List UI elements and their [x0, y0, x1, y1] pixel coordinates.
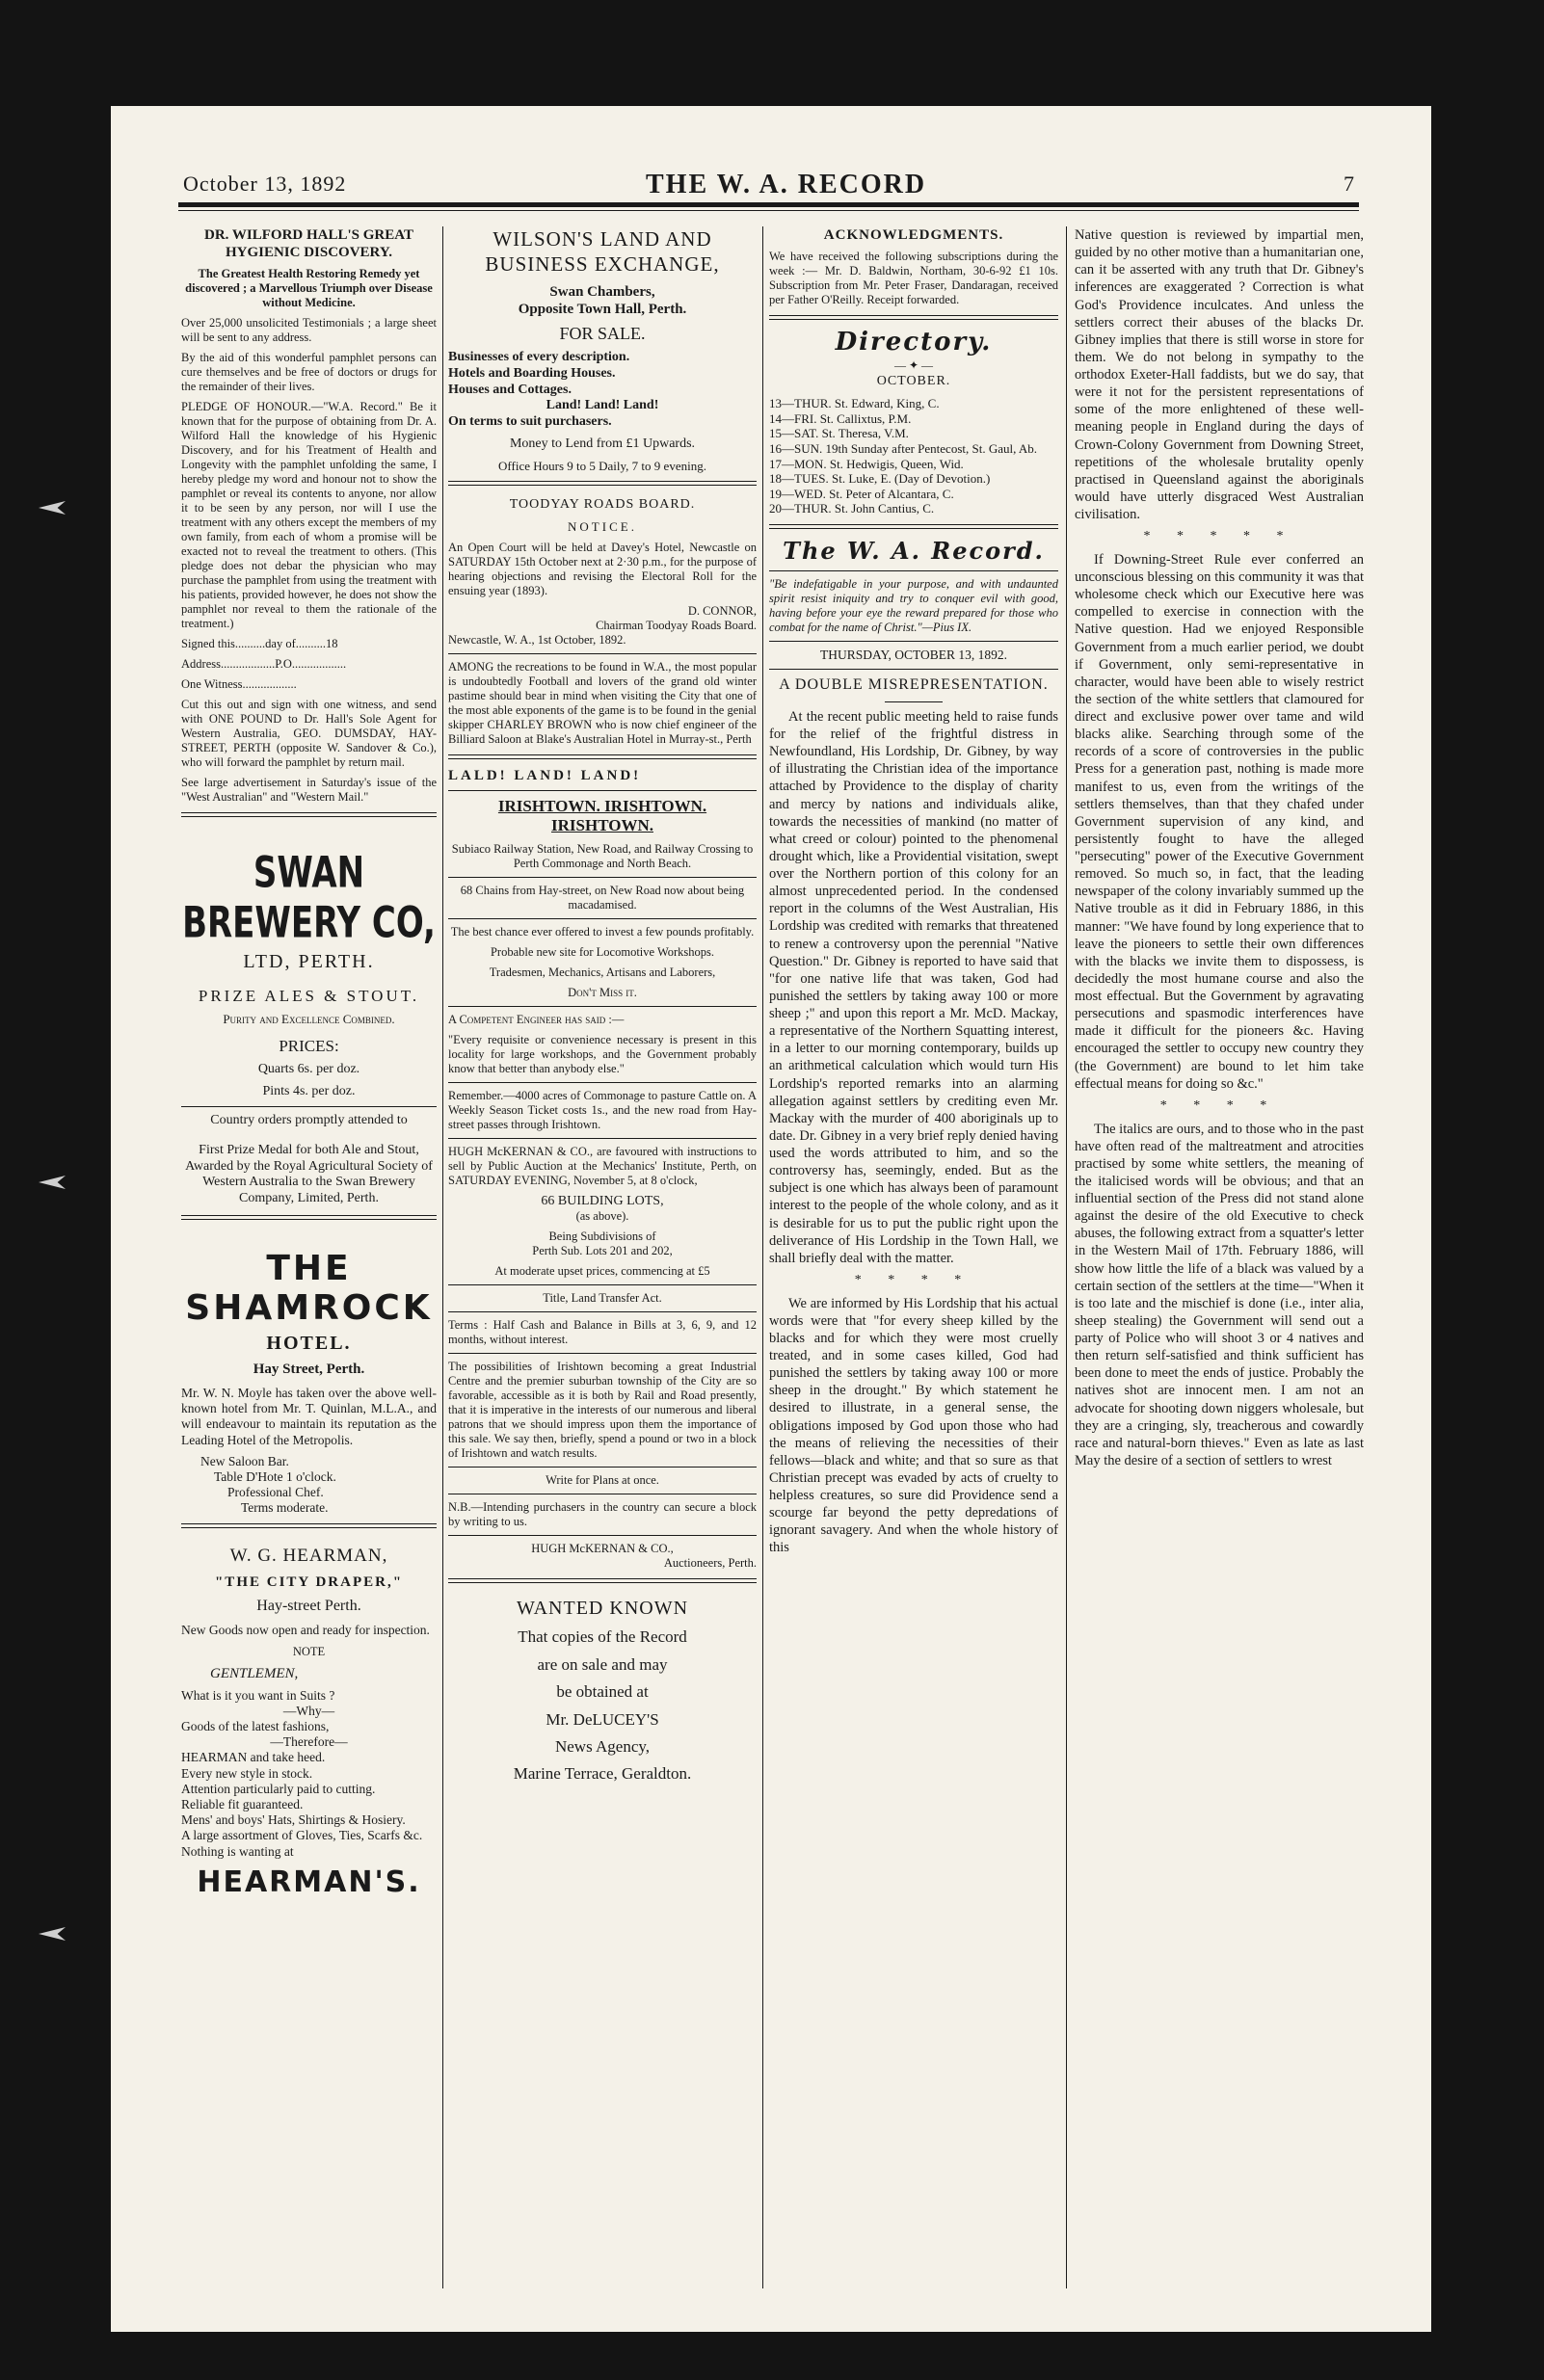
divider — [448, 877, 757, 878]
irishtown-quote: "Every requisite or convenience necessary is present in this locality for large workshops, and the Government probably know that better than anybody else." — [448, 1032, 757, 1075]
mckernan-sub: Being Subdivisions of — [548, 1230, 656, 1244]
stars-separator: * * * * — [1159, 1097, 1279, 1113]
wilson-hours: Office Hours 9 to 5 Daily, 7 to 9 evening. — [498, 458, 706, 473]
stars-separator: * * * * * — [1143, 529, 1295, 544]
mckernan-auctioneers: Auctioneers, Perth. — [663, 1556, 757, 1571]
divider — [448, 1467, 757, 1468]
column-3 — [769, 226, 1058, 2308]
wanted-known-line: That copies of the Record — [518, 1627, 687, 1647]
directory-row: 15—SAT. St. Theresa, V.M. — [769, 426, 909, 441]
divider — [448, 790, 757, 791]
mckernan-possibilities: The possibilities of Irishtown becoming a great Industrial Centre and the premier suburban township of the City are so favorable, accessible as it is both by Rail and Road presently, that it is imperative in the interests of our numerous and liberal patrons that we should impress upon them the importance of this sale. We say then, briefly, spend a pound or two in a block of Irishtown and watch results. — [448, 1360, 757, 1461]
shamrock-line: Professional Chef. — [227, 1485, 324, 1500]
article-paragraph: If Downing-Street Rule ever conferred an unconscious blessing on this community it was that wholesome check which our Executive here was compelled to exercise in connection with the Native question. Had we enjoyed Responsible Government from a much earlier period, we doubt if Government, only semi-representative in character, would have been able to wisely restrict the section of the white settlers that clamoured for direct and exclusive power over tame and wild blacks alike. Searching through some of the records of a score of controversies in the public Press for a generation past, nothing is made more manifest to us, even from the writings of the settlers themselves, than that they chafed under Government supervision of any kind, and persistently fought to have the alleged "persecuting" power of the Executive Government removed. So much so, in fact, that the leading newspaper of the colony invariably summed up the Native trouble as it did in February 1886, in this manner: "We have found by long experience that to leave the pioneers to settle their own differences with the blacks we invite them to dispossess, is decidedly the most humane course and also the most effectual. But the Government by agravating persecutions and spasmodic interferences have made it difficult for the pioneers &c. Having encouraged the settler to occupy new country they (the Government) are bound to let him take effectual means for doing so &c." — [1075, 551, 1364, 1092]
mckernan-sub: Perth Sub. Lots 201 and 202, — [532, 1244, 673, 1258]
toodyay-title: TOODYAY ROADS BOARD. — [509, 497, 696, 513]
article-paragraph: We are informed by His Lordship that his actual words were that "for every sheep killed by the blacks and for which they were most cruelly treated, and in some cases killed, God had punished the settlers by taking away 100 or more sheep in the drought." By which statement he desired to illustrate, in a general sense, the obligations imposed by God upon those who had the means of relieving the necessities of their fellows—black and white; and that so sure as that Christian precept was evaded by acts of cruelty to helpless creatures, so sure did Providence send a scourge far beyond the petty depredations of ignorant savagery. And when the whole history of this — [769, 1295, 1058, 1556]
directory-row: 19—WED. St. Peter of Alcantara, C. — [769, 486, 954, 501]
irishtown-text: Subiaco Railway Station, New Road, and Railway Crossing to Perth Commonage and North Beach. — [451, 841, 754, 870]
divider — [448, 653, 757, 654]
divider — [769, 315, 1058, 320]
ornament: — ✦ — — [893, 358, 934, 372]
hearman-line: —Therefore— — [270, 1734, 348, 1750]
swan-brewery-title: SWAN BREWERY CO, — [182, 848, 436, 948]
hearman-line: A large assortment of Gloves, Ties, Scarfs &c. — [181, 1828, 423, 1843]
divider — [769, 641, 1058, 642]
hearman-gentlemen: GENTLEMEN, — [210, 1665, 299, 1681]
wanted-known-title: WANTED KNOWN — [516, 1598, 689, 1620]
shamrock-title: THE SHAMROCK — [185, 1248, 433, 1328]
wilson-opposite: Opposite Town Hall, Perth. — [518, 301, 687, 317]
swan-prize: PRIZE ALES & STOUT. — [198, 987, 420, 1005]
hall-address: Address..................P.O.................. — [181, 657, 347, 671]
irishtown-heading: IRISHTOWN. IRISHTOWN. — [497, 796, 707, 815]
toodyay-date: Newcastle, W. A., 1st October, 1892. — [448, 632, 626, 647]
irishtown-heading: IRISHTOWN. — [551, 816, 653, 835]
wilson-money: Money to Lend from £1 Upwards. — [509, 436, 696, 452]
shamrock-line: Terms moderate. — [241, 1500, 329, 1516]
column-divider — [1066, 226, 1067, 2288]
irishtown-text: Probable new site for Locomotive Workshops. — [490, 944, 715, 959]
directory-row: 20—THUR. St. John Cantius, C. — [769, 501, 935, 516]
article-title: A DOUBLE MISREPRESENTATION. — [779, 676, 1049, 694]
hall-ad-text: Over 25,000 unsolicited Testimonials ; a large sheet will be sent to any address. — [181, 316, 437, 344]
column-1 — [181, 226, 437, 2308]
divider — [181, 1523, 437, 1528]
hearman-line: —Why— — [282, 1703, 335, 1718]
hall-instructions: Cut this out and sign with one witness, and send with ONE POUND to Dr. Hall's Sole Agent for Western Australia, GEO. DUMSDAY, HAY-STREET, PERTH (opposite W. Sandover & Co.), who will forward the pamphlet by return mail. — [181, 698, 437, 769]
hearman-line: What is it you want in Suits ? — [181, 1687, 335, 1703]
divider — [769, 669, 1058, 670]
divider — [448, 1284, 757, 1285]
hearman-line: Reliable fit guaranteed. — [181, 1796, 304, 1811]
divider — [769, 524, 1058, 529]
mckernan-lots: 66 BUILDING LOTS, — [541, 1193, 664, 1208]
toodyay-signature: D. CONNOR, — [687, 603, 757, 618]
stars-separator: * * * * — [854, 1272, 973, 1287]
among-text: AMONG the recreations to be found in W.A., the most popular is undoubtedly Football and lovers of the grand old winter pastime should bear in mind when visiting the City that one of the most able exponents of the game is to be found in the genial skipper CHARLEY BROWN who is now chief engineer of the Billiard Saloon at Blake's Australian Hotel in Murray-st., Perth — [448, 659, 757, 746]
shamrock-hotel: HOTEL. — [266, 1332, 352, 1354]
column-4 — [1075, 226, 1364, 2308]
issue-date: October 13, 1892 — [183, 172, 347, 196]
acknowledgments-text: We have received the following subscriptions during the week :— Mr. D. Baldwin, Northam, 30-6-92 £1 10s. Subscription from Mr. Peter Fraser, Dandaragan, received per Father O'Reilly. Receipt forwarded. — [769, 250, 1058, 306]
divider — [448, 1535, 757, 1536]
directory-row: 17—MON. St. Hedwigis, Queen, Wid. — [769, 456, 964, 471]
hall-ad-sub: The Greatest Health Restoring Remedy yet discovered ; a Marvellous Triumph over Disease without Medicine. — [185, 267, 433, 309]
directory-row: 14—FRI. St. Callixtus, P.M. — [769, 410, 912, 426]
hearman-line: HEARMAN and take heed. — [181, 1750, 326, 1765]
binding-mark-icon — [39, 501, 66, 515]
article-paragraph: Native question is reviewed by impartial men, guided by no other motive than a humanitarian one, can it be asserted with any truth that Dr. Gibney's inferences are exaggerated ? Correction is what God's Providence inculcates. And unless the settlers correct their abuses of the blacks Dr. Gibney implies that there is still worse in store for them. We do not belong in sympathy to the orthodox Exeter-Hall faddists, but we do say, that were it not for the persistent representations of some of the more enlightened of these well-meaning people in England during the days of Crown-Colony Government from Downing Street, repetitions of the wholesale brutality openly practised in Queensland against the aboriginals would have utterly disgraced West Australian civilisation. — [1075, 227, 1364, 522]
mckernan-above: (as above). — [575, 1209, 629, 1224]
wilson-title: WILSON'S LAND AND BUSINESS EXCHANGE, — [485, 227, 720, 277]
wilson-line: Businesses of every description. — [448, 350, 630, 365]
divider — [181, 1215, 437, 1220]
toodyay-notice: NOTICE. — [568, 519, 637, 535]
wilson-for-sale: FOR SALE. — [559, 323, 646, 343]
hall-ad-title: DR. WILFORD HALL'S GREAT HYGIENIC DISCOVERY. — [204, 227, 413, 260]
binding-mark-icon — [39, 1927, 66, 1941]
hearman-logo-text: HEARMAN'S. — [197, 1864, 421, 1899]
swan-medal: First Prize Medal for both Ale and Stout, Awarded by the Royal Agricultural Society of Western Australia to the Swan Brewery Company, Limited, Perth. — [185, 1142, 433, 1206]
divider — [448, 481, 757, 486]
divider — [448, 1006, 757, 1007]
irishtown-text: Tradesmen, Mechanics, Artisans and Laborers, — [489, 965, 716, 979]
wilson-line: Hotels and Boarding Houses. — [448, 365, 616, 381]
mckernan-signature: HUGH McKERNAN & CO., — [531, 1542, 674, 1556]
divider — [448, 1138, 757, 1139]
directory-row: 13—THUR. St. Edward, King, C. — [769, 396, 940, 411]
mckernan-upset: At moderate upset prices, commencing at £5 — [494, 1264, 710, 1279]
hearman-note: NOTE — [292, 1644, 326, 1658]
land-heading: LALD! LAND! LAND! — [448, 767, 642, 783]
mckernan-title-act: Title, Land Transfer Act. — [543, 1291, 662, 1306]
divider — [181, 1106, 437, 1107]
shamrock-street: Hay Street, Perth. — [253, 1361, 365, 1377]
divider — [769, 570, 1058, 571]
toodyay-text: An Open Court will be held at Davey's Hotel, Newcastle on SATURDAY 15th October next at 2·30 p.m., for the purpose of hearing objections and revising the Electoral Roll for the ensuing year (1893). — [448, 540, 757, 597]
shamrock-line: Table D'Hote 1 o'clock. — [214, 1468, 336, 1484]
directory-row: 18—TUES. St. Luke, E. (Day of Devotion.) — [769, 471, 991, 487]
hearman-street: Hay-street Perth. — [256, 1598, 361, 1615]
directory-month: OCTOBER. — [876, 374, 951, 389]
mckernan-write: Write for Plans at once. — [546, 1473, 659, 1488]
binding-mark-icon — [39, 1176, 66, 1189]
hearman-draper: "THE CITY DRAPER," — [214, 1574, 404, 1591]
hearman-line: Attention particularly paid to cutting. — [181, 1781, 376, 1796]
irishtown-engineer: A Competent Engineer has said :— — [448, 1012, 625, 1026]
hearman-line: Nothing is wanting at — [181, 1843, 294, 1859]
hearman-title: W. G. HEARMAN, — [229, 1546, 388, 1567]
irishtown-text: 68 Chains from Hay-street, on New Road now about being macadamised. — [460, 883, 745, 912]
hall-signed: Signed this..........day of..........18 — [181, 637, 338, 650]
swan-country: Country orders promptly attended to — [210, 1112, 408, 1127]
column-divider — [442, 226, 443, 2288]
shamrock-line: New Saloon Bar. — [200, 1453, 289, 1468]
page-number: 7 — [1344, 172, 1354, 196]
divider — [885, 701, 943, 702]
irishtown-miss: Don't Miss it. — [568, 985, 637, 999]
mckernan-terms: Terms : Half Cash and Balance in Bills at 3, 6, 9, and 12 months, without interest. — [448, 1318, 757, 1347]
article-paragraph: The italics are ours, and to those who in the past have often read of the maltreatment and atrocities practised by some white settlers, the meaning of the italicised words will be obvious; and that an influential section of the Press did not stand alone against the desire of the old Executive to check abuses, the following extract from a squatter's letter in the Western Mail of 17th. February 1886, will show how little the life of a black was valued by a certain section of the settlers at the time—"When it is too late and the mischief is done (i.e., inter alia, sheep stealing) the Government will send out a party of Police who will shoot 3 or 4 natives and then return self-satisfied and think sufficient has been done to meet the ends of justice. Probably the natives shot are innocent men. I am not an advocate for shooting down niggers wholesale, but they are a cringing, sly, treacherous and cowardly race and natural-born thieves." Even as late as last May the desire of a section of settlers to wrest — [1075, 1121, 1364, 1468]
divider — [448, 1578, 757, 1583]
hall-ad-text: By the aid of this wonderful pamphlet persons can cure themselves and be free of doctors or drugs for the remainder of their lives. — [181, 351, 437, 393]
divider — [181, 812, 437, 817]
divider — [448, 918, 757, 919]
hall-pledge: PLEDGE OF HONOUR.—"W.A. Record." Be it known that for the purpose of obtaining from Dr. A. Wilford Hall the knowledge of his Hygienic Discovery, and for his Treatment of Health and Longevity with the pamphlet unfolding the same, I hereby pledge my word and honour not to show the pamphlet or reveal its contents to anyone, nor allow it to be seen by any person, nor will I use the treatment with any others except the members of my own family, from each of whom a promise will be exacted not to reveal the treatment to others. (This pledge does not debar the physician who may purchase the pamphlet from using the treatment with his patients, provided however, he does not show the pamphlet nor reveal to them the rationale of the treatment.) — [181, 400, 437, 630]
newspaper-title: THE W. A. RECORD — [646, 170, 927, 199]
wilson-line: Land! Land! Land! — [546, 398, 659, 413]
irishtown-remember: Remember.—4000 acres of Commonage to pasture Cattle on. A Weekly Season Ticket costs 1s., and the new road from Hay-street passes through Irishtown. — [448, 1088, 757, 1131]
masthead-rule — [178, 202, 1359, 207]
swan-ltd: LTD, PERTH. — [243, 951, 375, 972]
shamrock-text: Mr. W. N. Moyle has taken over the above well-known hotel from Mr. T. Quinlan, M.L.A., and will endeavour to maintain its reputation as the Leading Hotel of the Metropolis. — [181, 1385, 437, 1447]
divider — [448, 1311, 757, 1312]
swan-quarts: Quarts 6s. per doz. — [257, 1062, 360, 1077]
wanted-known-line: News Agency, — [554, 1737, 651, 1756]
record-title: The W. A. Record. — [783, 536, 1045, 565]
record-date: THURSDAY, OCTOBER 13, 1892. — [819, 647, 1008, 662]
divider — [448, 1082, 757, 1083]
wanted-known-line: are on sale and may — [537, 1654, 668, 1674]
wilson-line: On terms to suit purchasers. — [448, 414, 612, 430]
swan-prices: PRICES: — [279, 1036, 339, 1055]
wilson-chambers: Swan Chambers, — [549, 283, 655, 300]
divider — [448, 1353, 757, 1354]
directory-row: 16—SUN. 19th Sunday after Pentecost, St. Gaul, Ab. — [769, 440, 1038, 456]
hearman-line: Every new style in stock. — [181, 1765, 313, 1781]
column-divider — [762, 226, 763, 2288]
hearman-line: Mens' and boys' Hats, Shirtings & Hosiery. — [181, 1812, 406, 1828]
swan-purity: Purity and Excellence Combined. — [223, 1012, 395, 1027]
record-motto: "Be indefatigable in your purpose, and with undaunted spirit resist iniquity and try to conquer evil with good, having before your eye the reward prepared for those who combat for the name of Christ."—Pius IX. — [769, 576, 1058, 634]
toodyay-chairman: Chairman Toodyay Roads Board. — [596, 618, 757, 632]
wanted-known-line: be obtained at — [556, 1682, 649, 1702]
wanted-known-line: Marine Terrace, Geraldton. — [513, 1764, 692, 1784]
hall-see-ad: See large advertisement in Saturday's issue of the "West Australian" and "Western Mail." — [181, 776, 437, 804]
masthead-rule-thin — [178, 210, 1359, 211]
hall-witness: One Witness.................. — [181, 677, 297, 691]
directory-title: Directory. — [835, 328, 993, 357]
hearman-line: Goods of the latest fashions, — [181, 1719, 330, 1733]
divider — [448, 754, 757, 759]
irishtown-text: The best chance ever offered to invest a few pounds profitably. — [450, 924, 755, 939]
wilson-line: Houses and Cottages. — [448, 382, 572, 397]
mckernan-nb: N.B.—Intending purchasers in the country can secure a block by writing to us. — [448, 1500, 757, 1529]
mckernan-text: HUGH McKERNAN & CO., are favoured with instructions to sell by Public Auction at the Mechanics' Institute, Perth, on SATURDAY EVENING, November 5, at 8 o'clock, — [448, 1144, 757, 1187]
column-2 — [448, 226, 757, 2308]
hearman-new: New Goods now open and ready for inspection. — [181, 1623, 430, 1638]
article-paragraph: At the recent public meeting held to raise funds for the relief of the frightful distress in Newfoundland, His Lordship, Dr. Gibney, by way of illustrating the Christian idea of the importance attached by Providence to the display of charity and mercy by nations and individuals alike, towards the necessities of mankind (no matter of what creed or colour) pointed to the phenomenal drought which, like a Providential visitation, swept over the Northern portion of this colony for an almost unprecedented period. In the condensed report in the columns of the West Australian, His Lordship was credited with remarks that threatened to renew a controversy upon the perennial "Native Question." Dr. Gibney is reported to have said that "for one native life that was taken, God had punished the settlers by taking away 100 or more sheep ;" and upon this report a Mr. McD. Mackay, a representative of the Northern Squatting interest, in a letter to our morning contemporary, builds up an arithmetical calculation which would turn His Lordship's reported remarks into an alarming allegation against settlers by crediting even Mr. Mackay with the murder of 400 aboriginals up to date. Dr. Gibney in a very brief reply denied having used the words attributed to him, and so the controversy has, seemingly, ended. But as the subject is one which has always been of paramount interest to the people of the whole colony, and as it is desirable for us to put the public right upon the deliverance of His Lordship in the Town Hall, we shall briefly deal with the matter. — [769, 708, 1058, 1266]
swan-pints: Pints 4s. per doz. — [262, 1084, 356, 1099]
acknowledgments-title: ACKNOWLEDGMENTS. — [823, 227, 1004, 243]
wanted-known-line: Mr. DeLUCEY'S — [546, 1709, 659, 1729]
